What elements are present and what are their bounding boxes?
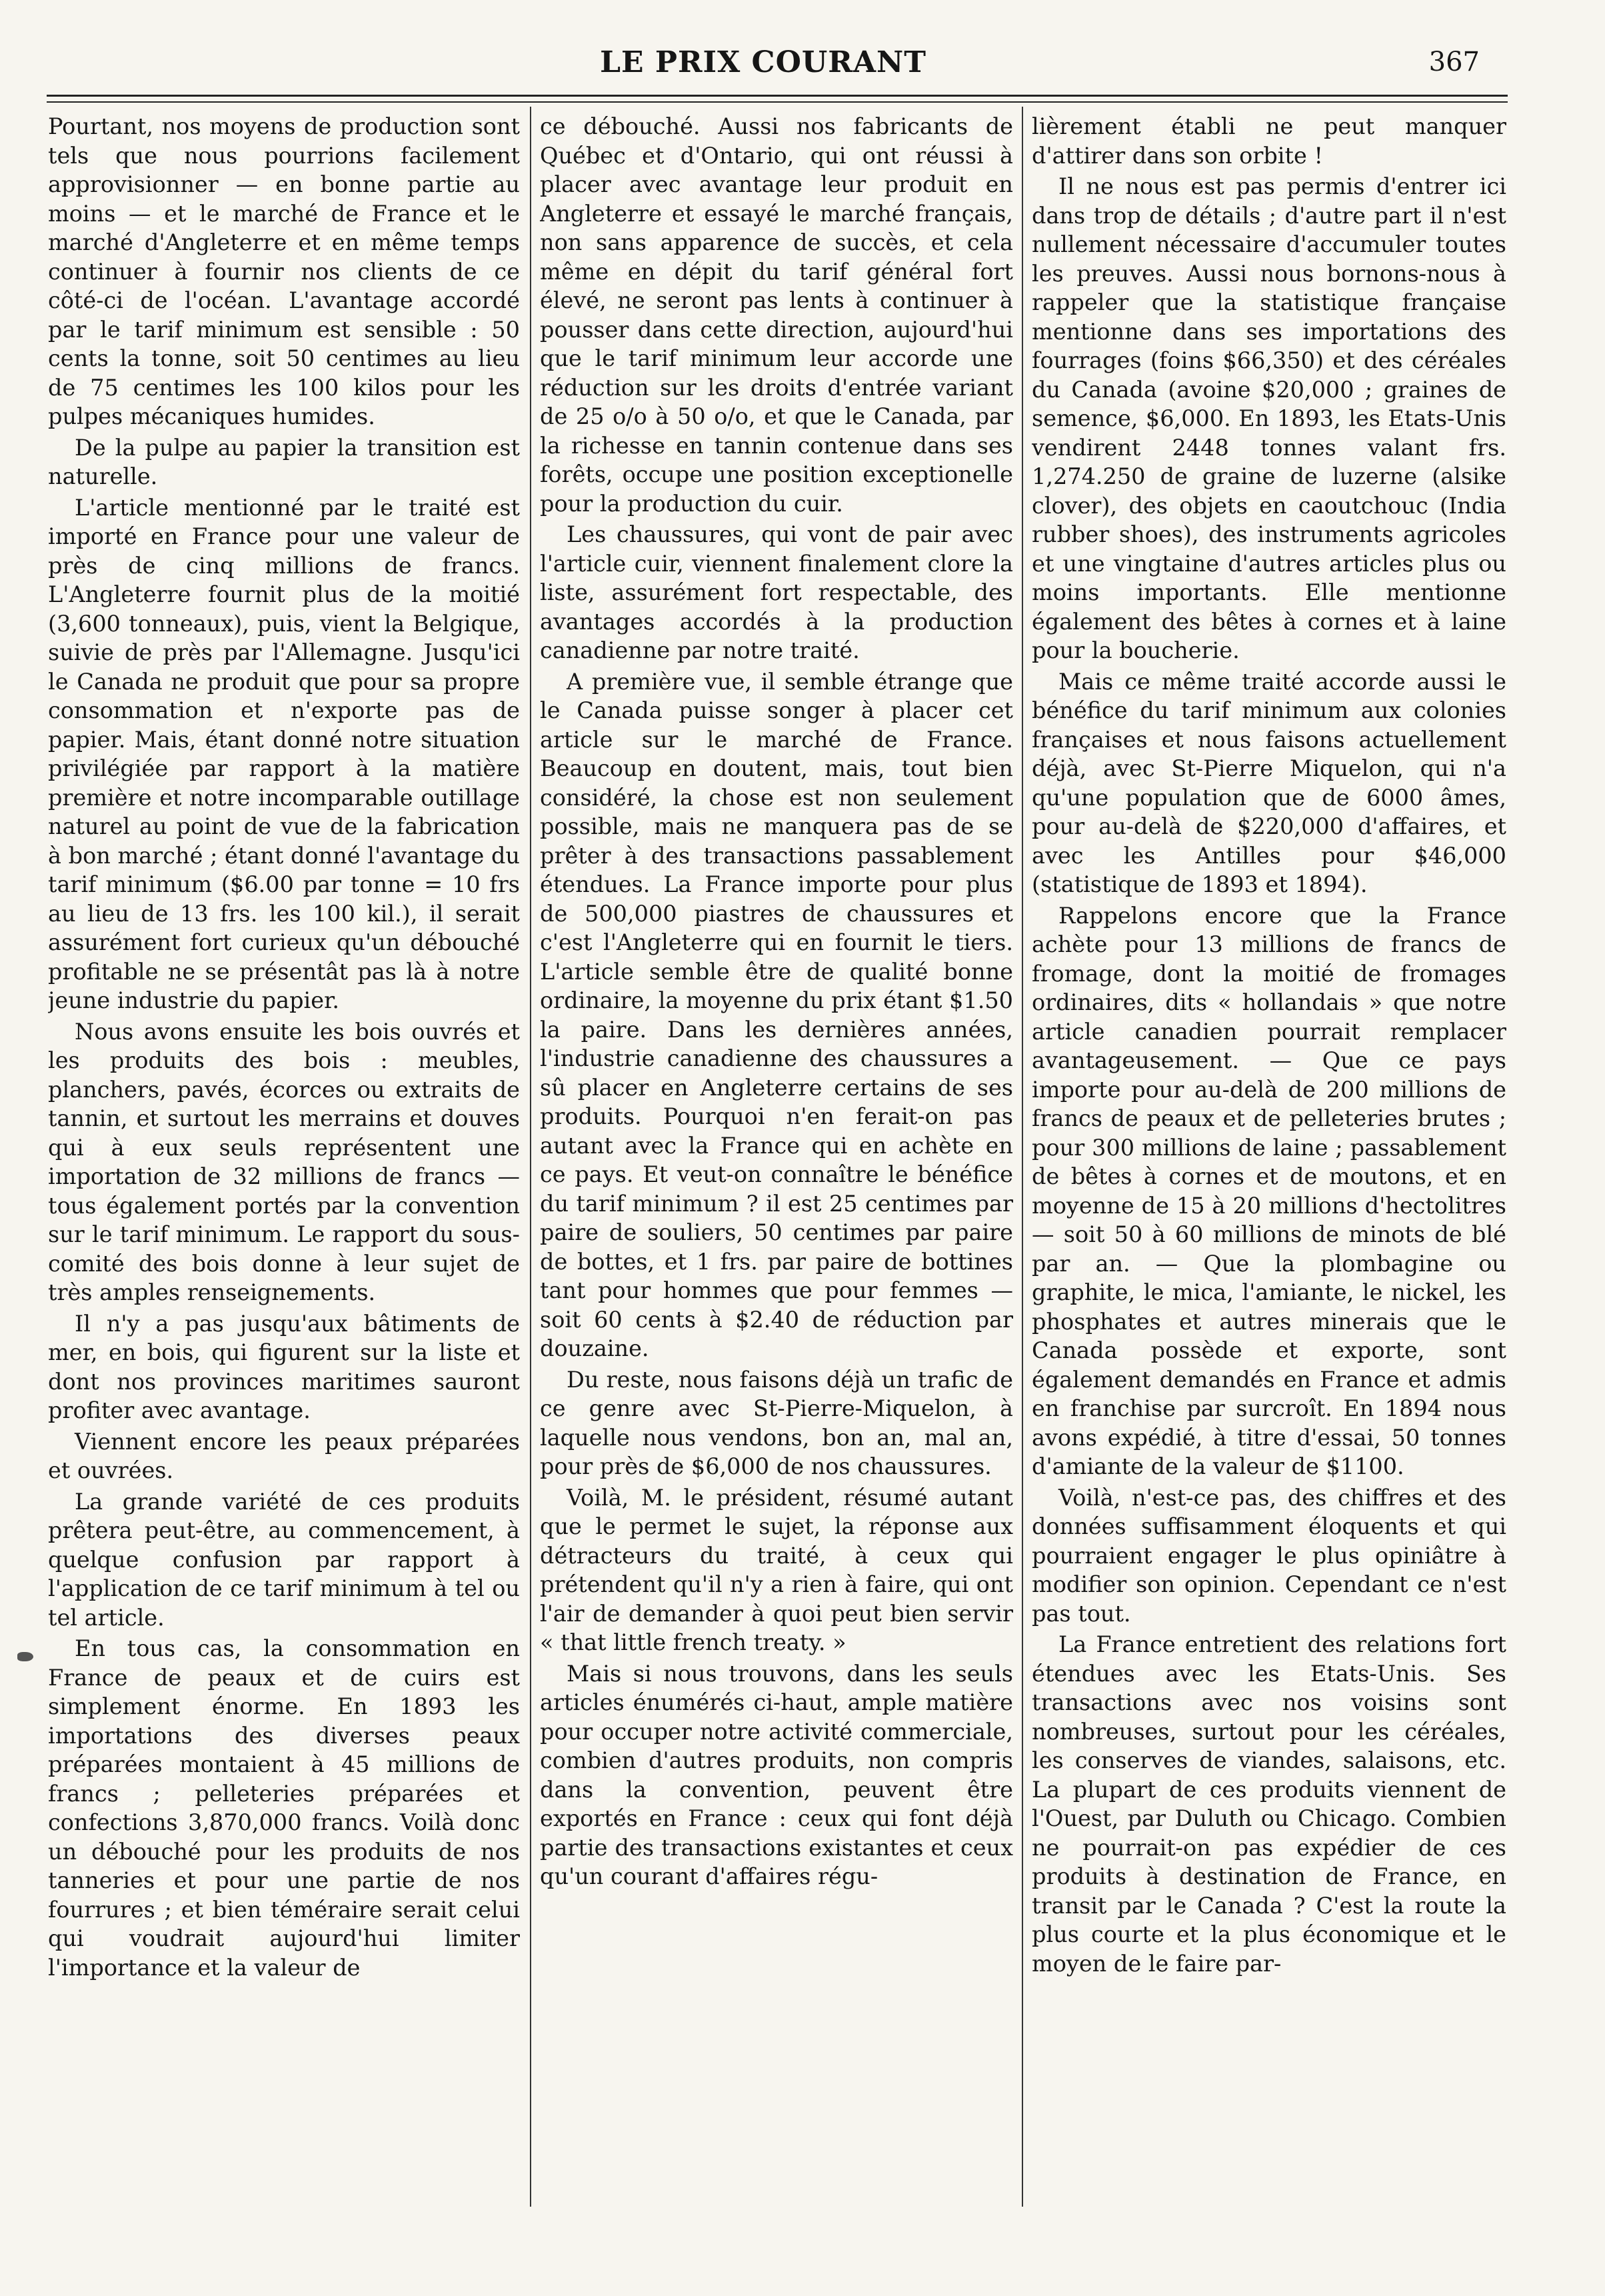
- paragraph: Pourtant, nos moyens de production sont tels que nous pourrions facilement approvisionner — en bonne partie au moins — et le marché de France et le marché d'Angleterre et en même temps continuer à fournir nos clients de ce côté-ci de l'océan. L'avantage accordé par le tarif minimum est sensible : 50 cents la tonne, soit 50 centimes au lieu de 75 centimes les 100 kilos pour les pulpes mécaniques humides.: [48, 113, 520, 429]
- paragraph: Mais ce même traité accorde aussi le bénéfice du tarif minimum aux colonies françaises et nous faisons actuellement déjà, avec St-Pierre Miquelon, qui n'a qu'une population que de 6000 âmes, pour au-delà de $220,000 d'affaires, et avec les Antilles pour $46,000 (statistique de 1893 et 1894).: [1032, 668, 1506, 897]
- paragraph: Rappelons encore que la France achète pour 13 millions de francs de fromage, dont la moitié de fromages ordinaires, dits « hollandais » que notre article canadien pourrait remplacer avantageusement. — Que ce pays importe pour au-delà de 200 millions de francs de peaux et de pelleteries brutes ; pour 300 millions de laine ; passablement de bêtes à cornes et de moutons, et en moyenne de 15 à 20 millions d'hectolitres — soit 50 à 60 millions de minots de blé par an. — Que la plombagine ou graphite, le mica, l'amiante, le nickel, les phosphates et autres minerais que le Canada possède et exporte, sont également demandés en France et admis en franchise par surcroît. En 1894 nous avons expédié, à titre d'essai, 50 tonnes d'amiante de la valeur de $1100.: [1032, 902, 1506, 1479]
- paragraph: Voilà, M. le président, résumé autant que le permet le sujet, la réponse aux détracteurs du traité, à ceux qui prétendent qu'il n'y a rien à faire, qui ont l'air de demander à quoi peut bien servir « that little french treaty. »: [540, 1484, 1013, 1655]
- paragraph: Il ne nous est pas permis d'entrer ici dans trop de détails ; d'autre part il n'est nullement nécessaire d'accumuler toutes les preuves. Aussi nous bornons-nous à rappeler que la statistique française mentionne dans ses importations des fourrages (foins $66,350) et des céréales du Canada (avoine $20,000 ; graines de semence, $6,000. En 1893, les Etats-Unis vendirent 2448 tonnes valant frs. 1,274.250 de graine de luzerne (alsike clover), des objets en caoutchouc (India rubber shoes), des instruments agricoles et une vingtaine d'autres articles plus ou moins importants. Elle mentionne également des bêtes à cornes et à laine pour la boucherie.: [1032, 173, 1506, 663]
- paragraph: Les chaussures, qui vont de pair avec l'article cuir, viennent finalement clore la liste, assurément fort respectable, des avantages accordés à la production canadienne par notre traité.: [540, 521, 1013, 663]
- paragraph: L'article mentionné par le traité est importé en France pour une valeur de près de cinq millions de francs. L'Angleterre fournit plus de la moitié (3,600 tonneaux), puis, vient la Belgique, suivie de près par l'Allemagne. Jusqu'ici le Canada ne produit que pour sa propre consommation et n'exporte pas de papier. Mais, étant donné notre situation privilégiée par rapport à la matière première et notre incomparable outillage naturel au point de vue de la fabrication à bon marché ; étant donné l'avantage du tarif minimum ($6.00 par tonne = 10 frs au lieu de 13 frs. les 100 kil.), il serait assurément fort curieux qu'un débouché profitable ne se présentât pas là à notre jeune industrie du papier.: [48, 494, 520, 1013]
- paragraph: Voilà, n'est-ce pas, des chiffres et des données suffisamment éloquents et qui pourraient engager le plus opiniâtre à modifier son opinion. Cependant ce n'est pas tout.: [1032, 1484, 1506, 1627]
- paragraph: De la pulpe au papier la transition est naturelle.: [48, 434, 520, 489]
- paragraph: lièrement établi ne peut manquer d'attirer dans son orbite !: [1032, 113, 1506, 169]
- page-number: 367: [1428, 47, 1480, 77]
- paragraph: Mais si nous trouvons, dans les seuls articles énumérés ci-haut, ample matière pour occuper notre activité commerciale, combien d'autres produits, non compris dans la convention, peuvent être exportés en France : ceux qui font déjà partie des transactions existantes et ceux qu'un courant d'affaires régu-: [540, 1660, 1013, 1889]
- paragraph: Du reste, nous faisons déjà un trafic de ce genre avec St-Pierre-Miquelon, à laquelle nous vendons, bon an, mal an, pour près de $6,000 de nos chaussures.: [540, 1366, 1013, 1479]
- paragraph: Il n'y a pas jusqu'aux bâtiments de mer, en bois, qui figurent sur la liste et dont nos provinces maritimes sauront profiter avec avantage.: [48, 1310, 520, 1423]
- column-divider-2: [1022, 107, 1023, 2207]
- paragraph: ce débouché. Aussi nos fabricants de Québec et d'Ontario, qui ont réussi à placer avec avantage leur produit en Angleterre et essayé le marché français, non sans apparence de succès, et cela même en dépit du tarif général fort élevé, ne seront pas lents à continuer à pousser dans cette direction, aujourd'hui que le tarif minimum leur accorde une réduction sur les droits d'entrée variant de 25 o/o à 50 o/o, et que le Canada, par la richesse en tannin contenue dans ses forêts, occupe une position exceptionelle pour la production du cuir.: [540, 113, 1013, 517]
- header-rule-top: [47, 95, 1508, 97]
- paragraph: Viennent encore les peaux préparées et ouvrées.: [48, 1428, 520, 1483]
- header-rule-bottom: [47, 101, 1508, 103]
- paragraph: En tous cas, la consommation en France de peaux et de cuirs est simplement énorme. En 1893 les importations des diverses peaux préparées montaient à 45 millions de francs ; pelleteries préparées et confections 3,870,000 francs. Voilà donc un débouché pour les produits de nos tanneries et pour une partie de nos fourrures ; et bien téméraire serait celui qui voudrait aujourd'hui limiter l'importance et la valeur de: [48, 1635, 520, 1981]
- paragraph: Nous avons ensuite les bois ouvrés et les produits des bois : meubles, planchers, pavés, écorces ou extraits de tannin, et surtout les merrains et douves qui à eux seuls représentent une importation de 32 millions de francs — tous également portés par la convention sur le tarif minimum. Le rapport du sous-comité des bois donne à leur sujet de très amples renseignements.: [48, 1018, 520, 1305]
- text-column-3: [1032, 112, 1506, 2205]
- margin-mark: [17, 1652, 33, 1661]
- text-column-2: [540, 112, 1013, 2205]
- paragraph: La France entretient des relations fort étendues avec les Etats-Unis. Ses transactions avec nos voisins sont nombreuses, surtout pour les céréales, les conserves de viandes, salaisons, etc. La plupart de ces produits viennent de l'Ouest, par Duluth ou Chicago. Combien ne pourrait-on pas expédier de ces produits à destination de France, en transit par le Canada ? C'est la route la plus courte et la plus économique et le moyen de le faire par-: [1032, 1631, 1506, 1977]
- running-header: [47, 41, 1480, 88]
- journal-title: LE PRIX COURANT: [600, 45, 926, 79]
- paragraph: La grande variété de ces produits prêtera peut-être, au commencement, à quelque confusion par rapport à l'application de ce tarif minimum à tel ou tel article.: [48, 1488, 520, 1631]
- column-divider-1: [530, 107, 531, 2207]
- paragraph: A première vue, il semble étrange que le Canada puisse songer à placer cet article sur le marché de France. Beaucoup en doutent, mais, tout bien considéré, la chose est non seulement possible, mais ne manquera pas de se prêter à des transactions passablement étendues. La France importe pour plus de 500,000 piastres de chaussures et c'est l'Angleterre qui en fournit le tiers. L'article semble être de qualité bonne ordinaire, la moyenne du prix étant $1.50 la paire. Dans les dernières années, l'industrie canadienne des chaussures a sû placer en Angleterre certains de ses produits. Pourquoi n'en ferait-on pas autant avec la France qui en achète en ce pays. Et veut-on connaître le bénéfice du tarif minimum ? il est 25 centimes par paire de souliers, 50 centimes par paire de bottes, et 1 frs. par paire de bottines tant pour hommes que pour femmes — soit 60 cents à $2.40 de réduction par douzaine.: [540, 668, 1013, 1361]
- text-column-1: [48, 112, 520, 2205]
